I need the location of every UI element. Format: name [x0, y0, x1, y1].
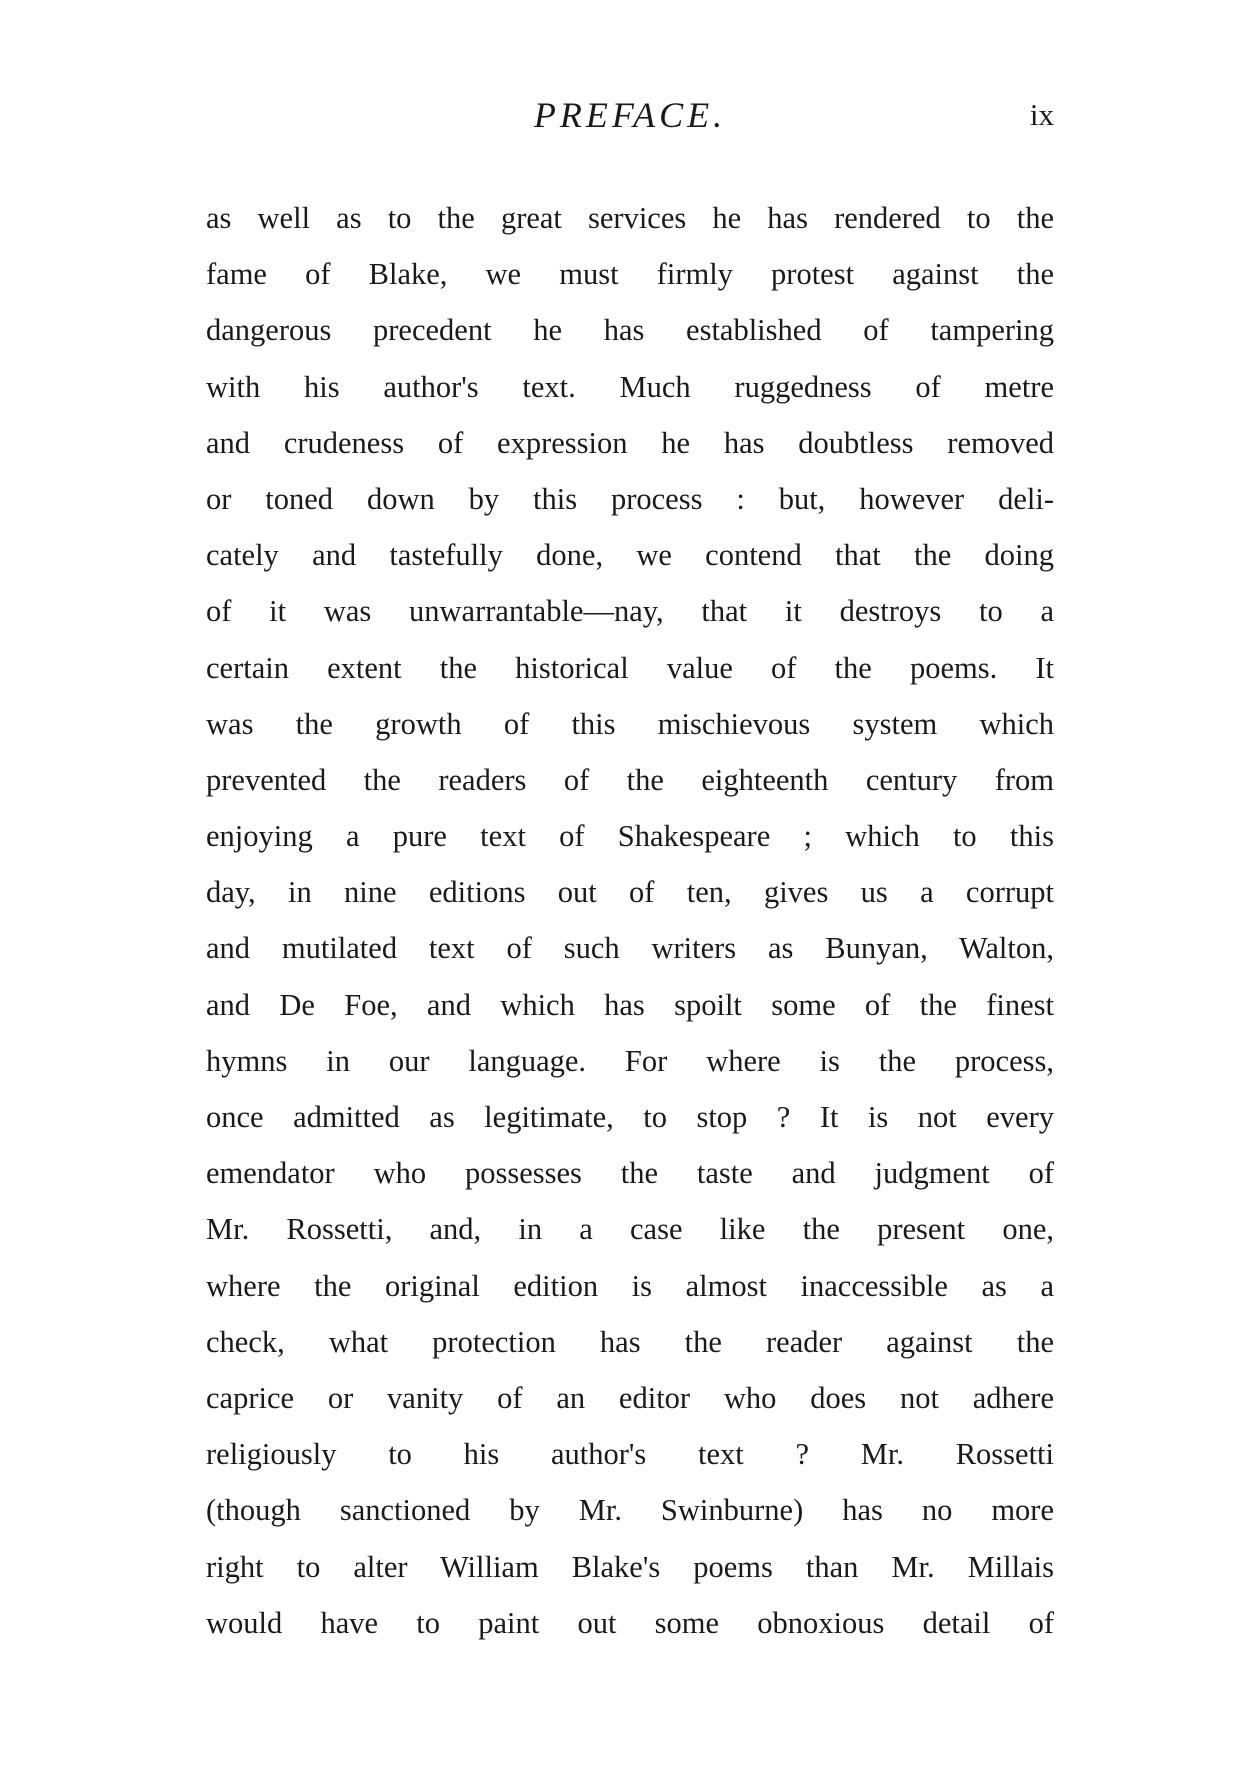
text-line: caprice or vanity of an editor who does not adhere: [206, 1380, 1054, 1415]
page-title: PREFACE.: [533, 95, 727, 135]
text-line: day, in nine editions out of ten, gives us a corrupt: [206, 875, 1054, 910]
text-line: or toned down by this process : but, however deli-: [206, 481, 1054, 516]
text-line: of it was unwarrantable—nay, that it destroys to a: [206, 594, 1054, 629]
page-number: ix: [1029, 97, 1054, 132]
body-text: [206, 190, 1054, 1651]
text-line: would have to paint out some obnoxious detail of: [206, 1605, 1054, 1640]
text-line: with his author's text. Much ruggedness of metre: [206, 369, 1054, 404]
text-line: enjoying a pure text of Shakespeare ; which to this: [206, 819, 1054, 854]
text-line: where the original edition is almost inaccessible as a: [206, 1268, 1054, 1303]
text-line: religiously to his author's text ? Mr. Rossetti: [206, 1437, 1054, 1472]
text-line: Mr. Rossetti, and, in a case like the present one,: [206, 1212, 1054, 1247]
text-line: and De Foe, and which has spoilt some of the finest: [206, 987, 1054, 1022]
text-line: fame of Blake, we must firmly protest against the: [206, 257, 1054, 292]
text-line: once admitted as legitimate, to stop ? It is not every: [206, 1100, 1054, 1134]
text-line: as well as to the great services he has rendered to the: [206, 201, 1054, 235]
text-line: (though sanctioned by Mr. Swinburne) has no more: [206, 1493, 1054, 1528]
running-head: [206, 90, 1054, 140]
text-line: emendator who possesses the taste and judgment of: [206, 1156, 1054, 1191]
text-line: cately and tastefully done, we contend that the doing: [206, 538, 1054, 573]
text-line: check, what protection has the reader against the: [206, 1324, 1054, 1359]
text-line: and mutilated text of such writers as Bunyan, Walton,: [206, 931, 1054, 966]
text-line: right to alter William Blake's poems than Mr. Millais: [206, 1549, 1054, 1584]
text-line: prevented the readers of the eighteenth century from: [206, 762, 1054, 797]
text-line: dangerous precedent he has established of tampering: [206, 313, 1054, 348]
text-line: and crudeness of expression he has doubtless removed: [206, 425, 1054, 460]
text-line: hymns in our language. For where is the process,: [206, 1043, 1054, 1078]
text-line: certain extent the historical value of the poems. It: [206, 650, 1054, 685]
text-line: was the growth of this mischievous system which: [206, 706, 1054, 741]
